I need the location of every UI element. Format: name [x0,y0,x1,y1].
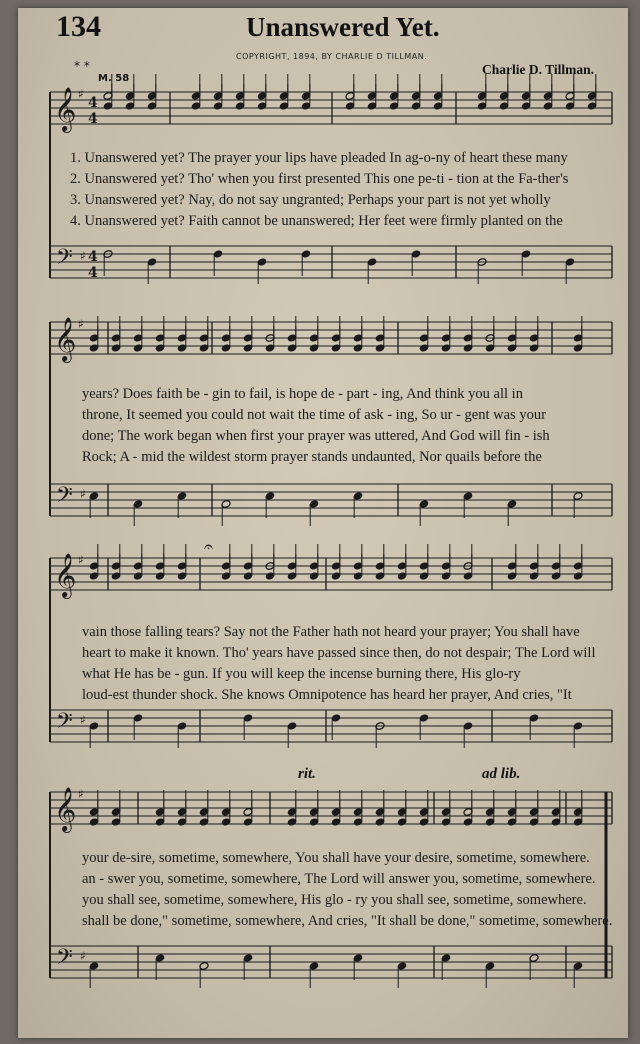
lyric-line: an - swer you, sometime, somewhere, The Lord will answer you, sometime, somewhere. [82,871,596,887]
lyric-line: heart to make it known. Tho' years have passed since then, do not despair; The Lord will [82,645,596,661]
ritardando-mark: rit. [298,766,316,782]
sharp-icon: ♯ [78,553,84,567]
sharp-icon: ♯ [78,317,84,331]
time-signature-icon: 4 [88,95,98,111]
treble-clef-icon: 𝄞 [54,87,77,131]
bass-clef-icon: 𝄢 [56,245,73,275]
ad-lib-mark: ad lib. [482,766,521,782]
lyric-line: vain those falling tears? Say not the Father hath not heard your prayer; You shall have [82,624,580,640]
sharp-icon: ♯ [78,87,84,101]
asterisk-icon: * * [74,59,90,73]
time-signature-icon: 4 [88,111,98,127]
treble-clef-icon: 𝄞 [54,787,77,831]
treble-clef-icon: 𝄞 [54,317,77,361]
sharp-icon: ♯ [80,949,86,963]
composer-credit: Charlie D. Tillman. [482,62,595,77]
time-signature-icon: 4 [88,265,98,281]
lyric-line: you shall see, sometime, somewhere, His glo - ry you shall see, sometime, somewhere. [82,892,587,908]
lyric-line: 1. Unanswered yet? The prayer your lips have pleaded In ag-o-ny of heart these many [70,150,568,166]
copyright-notice: COPYRIGHT, 1894, BY CHARLIE D TILLMAN. [236,52,428,61]
lyric-line: 4. Unanswered yet? Faith cannot be unanswered; Her feet were firmly planted on the [70,213,563,229]
lyric-line: what He has be - gun. If you will keep the incense burning there, His glo-ry [82,666,521,682]
lyric-line: done; The work began when first your prayer was uttered, And God will fin - ish [82,428,550,444]
lyric-line: 3. Unanswered yet? Nay, do not say ungranted; Perhaps your part is not yet wholly [70,192,551,208]
sharp-icon: ♯ [80,487,86,501]
time-signature-icon: 4 [88,249,98,265]
treble-clef-icon: 𝄞 [54,553,77,597]
bass-clef-icon: 𝄢 [56,483,73,513]
lyric-line: years? Does faith be - gin to fail, is hope de - part - ing, And think you all in [82,386,523,402]
sharp-icon: ♯ [80,713,86,727]
lyric-line: 2. Unanswered yet? Tho' when you first presented This one pe-ti - tion at the Fa-ther's [70,171,569,187]
lyric-line: shall be done," sometime, somewhere, And cries, "It shall be done," sometime, somewhere. [82,913,613,929]
lyric-line: your de-sire, sometime, somewhere, You shall have your desire, sometime, somewhere. [82,850,590,866]
lyric-line: Rock; A - mid the wildest storm prayer stands undaunted, Nor quails before the [82,449,542,465]
sharp-icon: ♯ [78,787,84,801]
metronome-marking: M. 58 [98,73,130,84]
hymn-number: 134 [56,10,101,43]
bass-clef-icon: 𝄢 [56,709,73,739]
sharp-icon: ♯ [80,249,86,263]
lyric-line: throne, It seemed you could not wait the time of ask - ing, So ur - gent was your [82,407,546,423]
bass-clef-icon: 𝄢 [56,945,73,975]
hymn-title: Unanswered Yet. [246,12,440,42]
fermata-icon: 𝄐 [204,537,213,556]
lyric-line: loud-est thunder shock. She knows Omnipotence has heard her prayer, And cries, "It [82,687,572,703]
